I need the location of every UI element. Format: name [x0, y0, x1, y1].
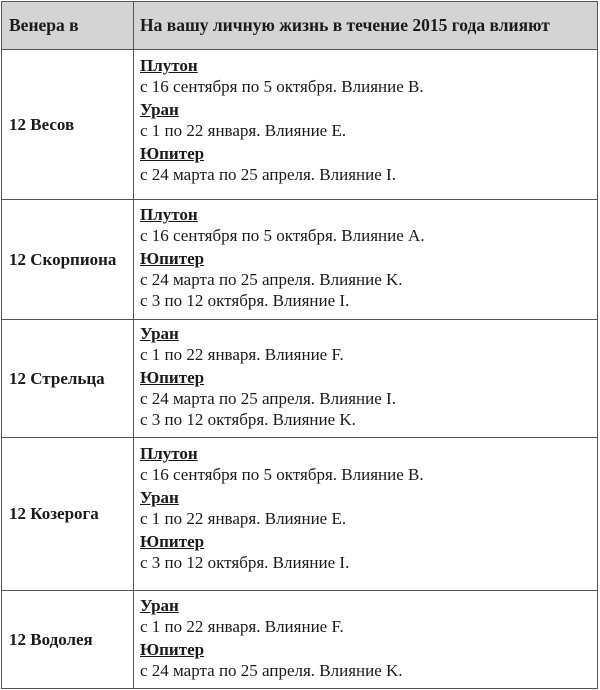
planet-block	[140, 444, 597, 485]
period-line: с 1 по 22 января. Влияние E.	[140, 509, 347, 528]
row-sign: 12 Козерога	[2, 438, 134, 590]
planet-name: Юпитер	[140, 368, 205, 387]
planet-name: Уран	[140, 596, 179, 615]
period-line: с 24 марта по 25 апреля. Влияние K.	[140, 270, 403, 289]
table-row	[2, 200, 597, 320]
row-influences	[134, 438, 597, 590]
planet-block	[140, 368, 597, 430]
row-sign: 12 Водолея	[2, 591, 134, 688]
planet-name: Уран	[140, 324, 179, 343]
planet-block	[140, 249, 597, 311]
row-influences	[134, 200, 597, 319]
row-influences	[134, 591, 597, 688]
period-line: с 16 сентября по 5 октября. Влияние B.	[140, 465, 424, 484]
planet-name: Юпитер	[140, 640, 205, 659]
period-line: с 1 по 22 января. Влияние F.	[140, 345, 344, 364]
planet-name: Плутон	[140, 444, 198, 463]
header-sign-column: Венера в	[2, 2, 134, 49]
period-line: с 3 по 12 октября. Влияние I.	[140, 553, 350, 572]
table-header	[2, 2, 597, 50]
period-line: с 24 марта по 25 апреля. Влияние I.	[140, 165, 396, 184]
period-line: с 16 сентября по 5 октября. Влияние B.	[140, 77, 424, 96]
planet-block	[140, 144, 597, 185]
period-line: с 3 по 12 октября. Влияние K.	[140, 410, 356, 429]
period-line: с 16 сентября по 5 октября. Влияние A.	[140, 226, 425, 245]
period-line: с 3 по 12 октября. Влияние I.	[140, 291, 350, 310]
period-line: с 24 марта по 25 апреля. Влияние K.	[140, 661, 403, 680]
planet-name: Плутон	[140, 56, 198, 75]
table-row	[2, 50, 597, 200]
row-sign: 12 Весов	[2, 50, 134, 199]
planet-block	[140, 596, 597, 637]
planet-block	[140, 488, 597, 529]
planet-block	[140, 640, 597, 681]
header-influence-column: На вашу личную жизнь в течение 2015 года влияют	[140, 15, 550, 35]
planet-block	[140, 100, 597, 141]
planet-block	[140, 324, 597, 365]
row-influences	[134, 50, 597, 199]
influence-table	[1, 1, 598, 689]
planet-name: Юпитер	[140, 144, 205, 163]
table-row	[2, 438, 597, 591]
period-line: с 24 марта по 25 апреля. Влияние I.	[140, 389, 396, 408]
period-line: с 1 по 22 января. Влияние E.	[140, 121, 347, 140]
planet-name: Уран	[140, 100, 179, 119]
planet-block	[140, 205, 597, 246]
table-row	[2, 320, 597, 438]
planet-name: Плутон	[140, 205, 198, 224]
row-sign: 12 Стрельца	[2, 320, 134, 437]
planet-name: Уран	[140, 488, 179, 507]
row-influences	[134, 320, 597, 437]
planet-name: Юпитер	[140, 249, 205, 268]
planet-block	[140, 532, 597, 573]
planet-name: Юпитер	[140, 532, 205, 551]
table-row	[2, 591, 597, 688]
row-sign: 12 Скорпиона	[2, 200, 134, 319]
planet-block	[140, 56, 597, 97]
period-line: с 1 по 22 января. Влияние F.	[140, 617, 344, 636]
